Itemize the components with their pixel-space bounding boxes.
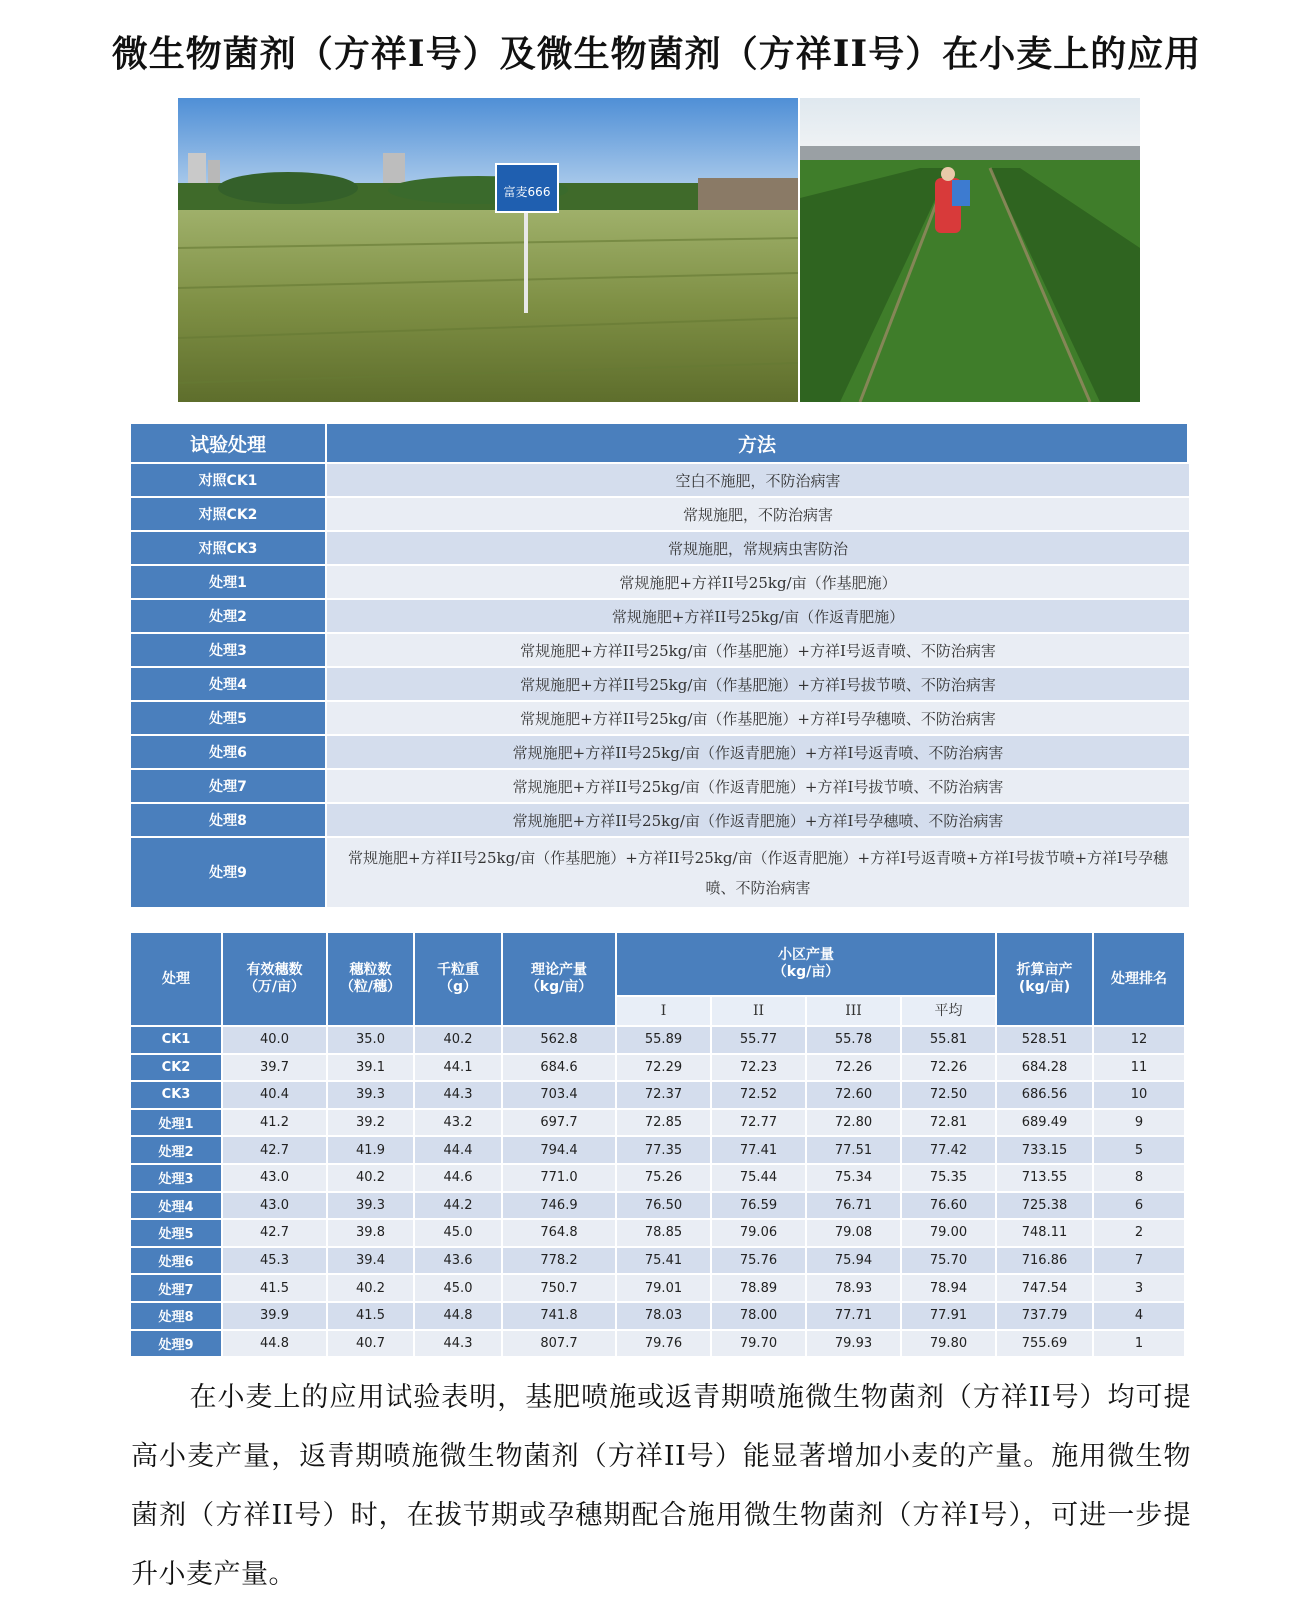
method-header-treatment: 试验处理 (131, 424, 327, 464)
table-row (131, 600, 1189, 634)
treatment-method: 常规施肥+方祥II号25kg/亩（作基肥施）+方祥II号25kg/亩（作返青肥施）+方祥I号返青喷+方祥I号拔节喷+方祥I号孕穗喷、不防治病害 (327, 838, 1189, 909)
table-cell: 697.7 (503, 1110, 617, 1138)
table-cell: 76.50 (617, 1193, 712, 1221)
table-cell: 72.37 (617, 1082, 712, 1110)
table-row (131, 702, 1189, 736)
table-cell: 78.93 (807, 1275, 902, 1303)
treatment-method: 常规施肥，不防治病害 (327, 498, 1189, 532)
table-cell: 79.76 (617, 1331, 712, 1359)
spraying-photo (800, 98, 1140, 402)
yield-header-converted: 折算亩产 (kg/亩) (997, 933, 1094, 1027)
table-row (131, 634, 1189, 668)
row-label: 处理8 (131, 1303, 223, 1331)
table-cell: 55.89 (617, 1027, 712, 1055)
table-cell: 72.26 (807, 1055, 902, 1083)
row-label: 处理9 (131, 1331, 223, 1359)
method-table (131, 424, 1189, 909)
table-cell: 748.11 (997, 1220, 1094, 1248)
table-cell: 528.51 (997, 1027, 1094, 1055)
table-cell: 686.56 (997, 1082, 1094, 1110)
yield-header-spikes: 有效穗数 （万/亩） (223, 933, 328, 1027)
table-cell: 40.2 (328, 1275, 415, 1303)
table-cell: 794.4 (503, 1137, 617, 1165)
row-label: 处理4 (131, 1193, 223, 1221)
row-label: 处理3 (131, 1165, 223, 1193)
table-cell: 40.2 (328, 1165, 415, 1193)
table-row (131, 668, 1189, 702)
table-row (131, 566, 1189, 600)
table-cell: 716.86 (997, 1248, 1094, 1276)
table-cell: 55.78 (807, 1027, 902, 1055)
table-cell: 72.23 (712, 1055, 807, 1083)
table-cell: 55.77 (712, 1027, 807, 1055)
table-cell: 764.8 (503, 1220, 617, 1248)
table-cell: 78.85 (617, 1220, 712, 1248)
treatment-label: 对照CK1 (131, 464, 327, 498)
treatment-method: 常规施肥+方祥II号25kg/亩（作基肥施） (327, 566, 1189, 600)
row-label: 处理2 (131, 1137, 223, 1165)
table-cell: 40.4 (223, 1082, 328, 1110)
table-cell: 689.49 (997, 1110, 1094, 1138)
table-row (131, 1275, 1186, 1303)
table-cell: 39.8 (328, 1220, 415, 1248)
table-cell: 44.1 (415, 1055, 503, 1083)
table-cell: 77.42 (902, 1137, 997, 1165)
table-cell: 41.5 (328, 1303, 415, 1331)
table-cell: 44.8 (415, 1303, 503, 1331)
table-row (131, 1331, 1186, 1359)
table-row (131, 1110, 1186, 1138)
table-cell: 75.35 (902, 1165, 997, 1193)
table-cell: 45.3 (223, 1248, 328, 1276)
yield-subheader: II (712, 997, 807, 1027)
table-cell: 79.00 (902, 1220, 997, 1248)
table-cell: 72.60 (807, 1082, 902, 1110)
treatment-label: 处理8 (131, 804, 327, 838)
table-cell: 12 (1094, 1027, 1186, 1055)
table-cell: 39.4 (328, 1248, 415, 1276)
table-row (131, 1303, 1186, 1331)
treatment-label: 对照CK2 (131, 498, 327, 532)
table-cell: 72.52 (712, 1082, 807, 1110)
table-cell: 713.55 (997, 1165, 1094, 1193)
yield-header-rank: 处理排名 (1094, 933, 1186, 1027)
table-cell: 771.0 (503, 1165, 617, 1193)
table-row (131, 804, 1189, 838)
table-row (131, 464, 1189, 498)
yield-table (131, 933, 1186, 1358)
table-row (131, 1248, 1186, 1276)
table-cell: 44.3 (415, 1331, 503, 1359)
table-cell: 755.69 (997, 1331, 1094, 1359)
table-cell: 737.79 (997, 1303, 1094, 1331)
table-row (131, 838, 1189, 909)
table-cell: 79.01 (617, 1275, 712, 1303)
table-cell: 807.7 (503, 1331, 617, 1359)
table-cell: 725.38 (997, 1193, 1094, 1221)
treatment-method: 常规施肥+方祥II号25kg/亩（作返青肥施）+方祥I号返青喷、不防治病害 (327, 736, 1189, 770)
table-cell: 77.71 (807, 1303, 902, 1331)
treatment-method: 空白不施肥，不防治病害 (327, 464, 1189, 498)
table-cell: 7 (1094, 1248, 1186, 1276)
table-cell: 75.76 (712, 1248, 807, 1276)
conclusion-paragraph (131, 1368, 1191, 1604)
table-cell: 44.6 (415, 1165, 503, 1193)
table-cell: 75.94 (807, 1248, 902, 1276)
row-label: 处理1 (131, 1110, 223, 1138)
conclusion-text: 在小麦上的应用试验表明，基肥喷施或返青期喷施微生物菌剂（方祥II号）均可提高小麦产量，返青期喷施微生物菌剂（方祥II号）能显著增加小麦的产量。施用微生物菌剂（方祥II号）时，在拔节期或孕穗期配合施用微生物菌剂（方祥I号），可进一步提升小麦产量。 (131, 1382, 1191, 1590)
table-cell: 8 (1094, 1165, 1186, 1193)
table-cell: 40.2 (415, 1027, 503, 1055)
table-cell: 746.9 (503, 1193, 617, 1221)
table-cell: 75.41 (617, 1248, 712, 1276)
table-row (131, 1137, 1186, 1165)
table-row (131, 498, 1189, 532)
table-cell: 79.80 (902, 1331, 997, 1359)
table-cell: 72.85 (617, 1110, 712, 1138)
table-cell: 79.08 (807, 1220, 902, 1248)
treatment-label: 处理7 (131, 770, 327, 804)
treatment-label: 处理4 (131, 668, 327, 702)
table-cell: 3 (1094, 1275, 1186, 1303)
table-cell: 39.3 (328, 1082, 415, 1110)
table-row (131, 1055, 1186, 1083)
treatment-method: 常规施肥+方祥II号25kg/亩（作返青肥施）+方祥I号拔节喷、不防治病害 (327, 770, 1189, 804)
treatment-method: 常规施肥，常规病虫害防治 (327, 532, 1189, 566)
table-cell: 41.5 (223, 1275, 328, 1303)
row-label: 处理7 (131, 1275, 223, 1303)
treatment-method: 常规施肥+方祥II号25kg/亩（作基肥施）+方祥I号孕穗喷、不防治病害 (327, 702, 1189, 736)
table-cell: 72.26 (902, 1055, 997, 1083)
treatment-label: 处理3 (131, 634, 327, 668)
page-title: 微生物菌剂（方祥I号）及微生物菌剂（方祥II号）在小麦上的应用 (111, 33, 1202, 75)
table-row (131, 736, 1189, 770)
table-cell: 43.0 (223, 1193, 328, 1221)
table-cell: 44.3 (415, 1082, 503, 1110)
treatment-method: 常规施肥+方祥II号25kg/亩（作基肥施）+方祥I号返青喷、不防治病害 (327, 634, 1189, 668)
table-row (131, 1165, 1186, 1193)
table-cell: 77.41 (712, 1137, 807, 1165)
table-row (131, 770, 1189, 804)
row-label: CK1 (131, 1027, 223, 1055)
treatment-label: 处理6 (131, 736, 327, 770)
table-cell: 44.4 (415, 1137, 503, 1165)
table-cell: 35.0 (328, 1027, 415, 1055)
yield-subheader: I (617, 997, 712, 1027)
table-cell: 75.70 (902, 1248, 997, 1276)
row-label: CK3 (131, 1082, 223, 1110)
table-row (131, 1082, 1186, 1110)
table-cell: 733.15 (997, 1137, 1094, 1165)
yield-header-kgw: 千粒重 （g） (415, 933, 503, 1027)
yield-header-treatment: 处理 (131, 933, 223, 1027)
table-cell: 76.59 (712, 1193, 807, 1221)
treatment-label: 处理5 (131, 702, 327, 736)
table-cell: 40.7 (328, 1331, 415, 1359)
table-row (131, 1220, 1186, 1248)
treatment-label: 处理1 (131, 566, 327, 600)
row-label: 处理6 (131, 1248, 223, 1276)
table-cell: 39.3 (328, 1193, 415, 1221)
table-cell: 78.00 (712, 1303, 807, 1331)
table-cell: 72.77 (712, 1110, 807, 1138)
table-cell: 79.70 (712, 1331, 807, 1359)
table-cell: 43.6 (415, 1248, 503, 1276)
wheat-field-photo (178, 98, 798, 402)
row-label: 处理5 (131, 1220, 223, 1248)
table-cell: 1 (1094, 1331, 1186, 1359)
table-row (131, 1193, 1186, 1221)
table-cell: 750.7 (503, 1275, 617, 1303)
treatment-method: 常规施肥+方祥II号25kg/亩（作返青肥施） (327, 600, 1189, 634)
table-cell: 45.0 (415, 1275, 503, 1303)
table-cell: 778.2 (503, 1248, 617, 1276)
yield-header-plot: 小区产量 （kg/亩） (617, 933, 997, 997)
table-cell: 42.7 (223, 1137, 328, 1165)
table-cell: 5 (1094, 1137, 1186, 1165)
table-cell: 55.81 (902, 1027, 997, 1055)
treatment-method: 常规施肥+方祥II号25kg/亩（作返青肥施）+方祥I号孕穗喷、不防治病害 (327, 804, 1189, 838)
table-cell: 76.71 (807, 1193, 902, 1221)
table-cell: 39.1 (328, 1055, 415, 1083)
method-header-method: 方法 (327, 424, 1189, 464)
table-cell: 41.9 (328, 1137, 415, 1165)
table-cell: 72.81 (902, 1110, 997, 1138)
table-cell: 741.8 (503, 1303, 617, 1331)
table-cell: 40.0 (223, 1027, 328, 1055)
treatment-label: 处理9 (131, 838, 327, 909)
table-row (131, 1027, 1186, 1055)
table-cell: 747.54 (997, 1275, 1094, 1303)
table-cell: 44.8 (223, 1331, 328, 1359)
table-cell: 42.7 (223, 1220, 328, 1248)
table-cell: 39.2 (328, 1110, 415, 1138)
row-label: CK2 (131, 1055, 223, 1083)
yield-header-theory: 理论产量 （kg/亩） (503, 933, 617, 1027)
table-cell: 79.06 (712, 1220, 807, 1248)
table-cell: 2 (1094, 1220, 1186, 1248)
table-cell: 72.80 (807, 1110, 902, 1138)
table-cell: 76.60 (902, 1193, 997, 1221)
table-cell: 10 (1094, 1082, 1186, 1110)
table-cell: 78.03 (617, 1303, 712, 1331)
table-cell: 79.93 (807, 1331, 902, 1359)
table-cell: 72.50 (902, 1082, 997, 1110)
table-cell: 75.26 (617, 1165, 712, 1193)
table-cell: 39.9 (223, 1303, 328, 1331)
table-cell: 41.2 (223, 1110, 328, 1138)
table-cell: 77.91 (902, 1303, 997, 1331)
table-cell: 703.4 (503, 1082, 617, 1110)
table-cell: 75.44 (712, 1165, 807, 1193)
field-sign-text: 富麦666 (503, 185, 551, 199)
table-cell: 78.94 (902, 1275, 997, 1303)
table-cell: 43.0 (223, 1165, 328, 1193)
table-cell: 72.29 (617, 1055, 712, 1083)
yield-header-grains: 穗粒数 （粒/穗） (328, 933, 415, 1027)
table-cell: 562.8 (503, 1027, 617, 1055)
treatment-label: 处理2 (131, 600, 327, 634)
yield-subheader: 平均 (902, 997, 997, 1027)
treatment-method: 常规施肥+方祥II号25kg/亩（作基肥施）+方祥I号拔节喷、不防治病害 (327, 668, 1189, 702)
table-cell: 11 (1094, 1055, 1186, 1083)
table-cell: 45.0 (415, 1220, 503, 1248)
treatment-label: 对照CK3 (131, 532, 327, 566)
table-cell: 39.7 (223, 1055, 328, 1083)
table-cell: 78.89 (712, 1275, 807, 1303)
table-cell: 77.35 (617, 1137, 712, 1165)
table-cell: 4 (1094, 1303, 1186, 1331)
table-cell: 684.6 (503, 1055, 617, 1083)
table-cell: 44.2 (415, 1193, 503, 1221)
table-cell: 684.28 (997, 1055, 1094, 1083)
table-cell: 43.2 (415, 1110, 503, 1138)
table-cell: 9 (1094, 1110, 1186, 1138)
table-cell: 75.34 (807, 1165, 902, 1193)
table-cell: 77.51 (807, 1137, 902, 1165)
table-cell: 6 (1094, 1193, 1186, 1221)
table-row (131, 532, 1189, 566)
yield-subheader: III (807, 997, 902, 1027)
